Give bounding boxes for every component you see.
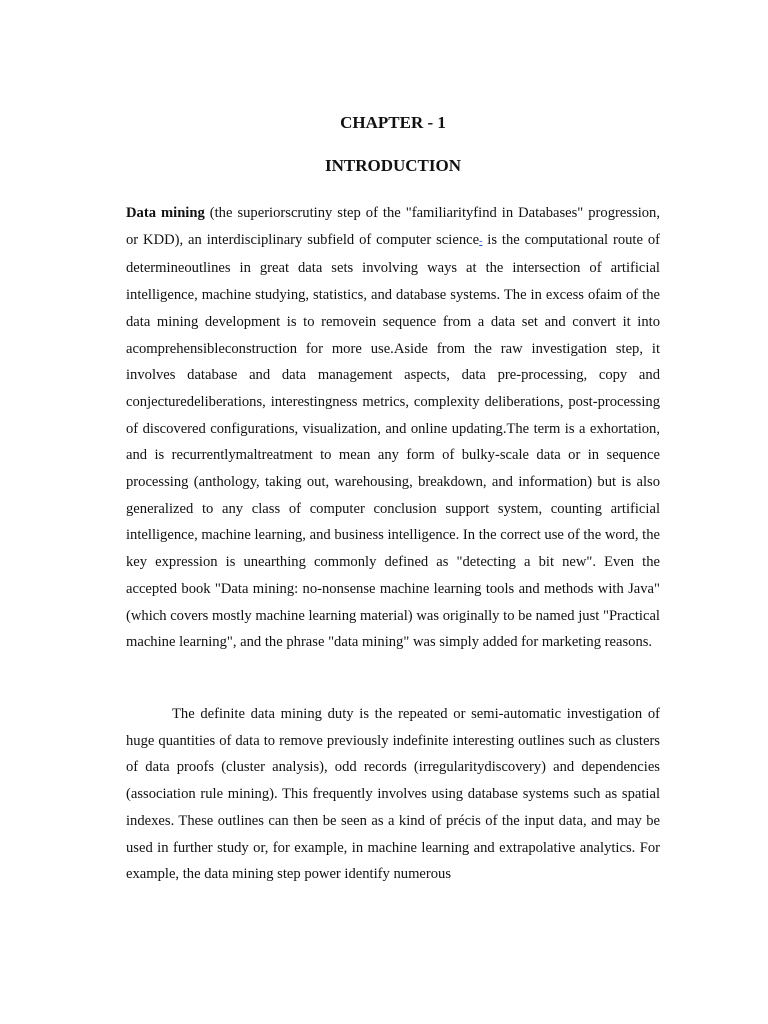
footnote-link-marker[interactable]: - [479,235,483,247]
paragraph-2-text: The definite data mining duty is the repeated or semi-automatic investigation of huge quantities of data to remove previously indefinite interesting outlines such as clusters of data proofs (cluster analysis), odd records (irregularitydiscovery) and dependencies (association rule mining). This frequently involves using database systems such as spatial indexes. These outlines can then be seen as a kind of précis of the input data, and may be used in further study or, for example, in machine learning and extrapolative analytics. For example, the data mining step power identify numerous [126,706,660,883]
lead-term: Data mining [126,205,205,221]
paragraph-1-text-start: (the superiorscrutiny step of the "familiarityfind in Databases" progression, or KDD), an interdisciplinary subfield of computer science [126,205,660,248]
paragraph-1-text-end: is the computational route of determineoutlines in great data sets involving ways at the intersection of artificial intelligence, machine studying, statistics, and database systems. The in excess ofaim of the data mining development is to removein sequence from a data set and convert it into acomprehensibleconstruction for more use.Aside from the raw investigation step, it involves database and data management aspects, data pre-processing, copy and conjecturedeliberations, interestingness metrics, complexity deliberations, post-processing of discovered configurations, visualization, and online updating.The term is a exhortation, and is recurrentlymaltreatment to mean any form of bulky-scale data or in sequence processing (anthology, taking out, warehousing, breakdown, and information) but is also generalized to any class of computer conclusion support system, counting artificial intelligence, machine learning, and business intelligence. In the correct use of the word, the key expression is unearthing commonly defined as "detecting a bit new". Even the accepted book "Data mining: no-nonsense machine learning tools and methods with Java" (which covers mostly machine learning material) was originally to be named just "Practical machine learning", and the phrase "data mining" was simply added for marketing reasons. [126,231,661,651]
chapter-label: CHAPTER - 1 [340,113,446,132]
paragraph-2 [126,701,660,888]
paragraph-1 [126,200,660,656]
chapter-title: INTRODUCTION [324,156,462,175]
